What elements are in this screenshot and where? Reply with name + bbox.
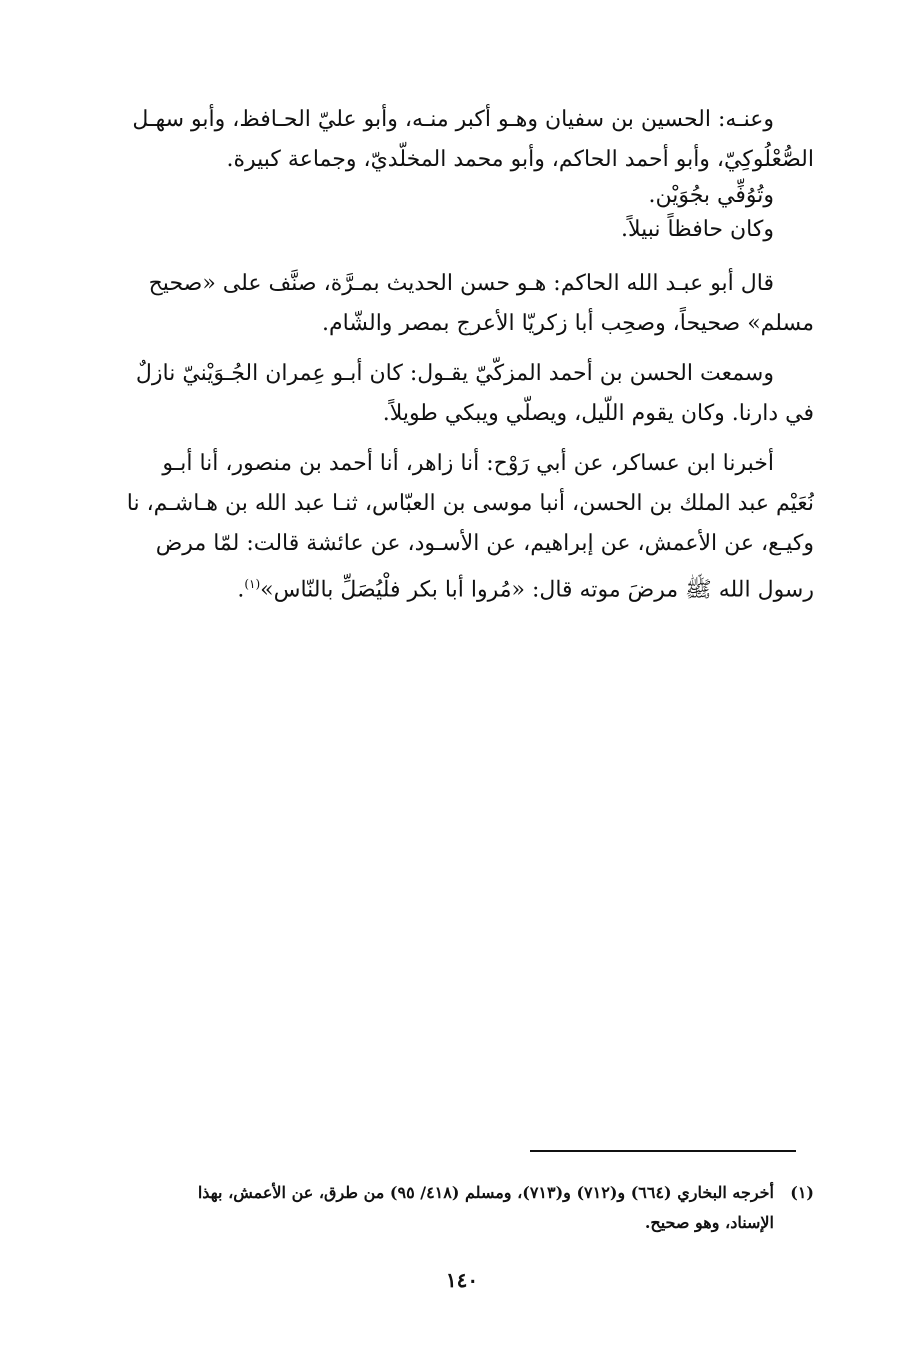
footnote-text-continuation: الإسناد، وهو صحيح. <box>644 1213 774 1232</box>
paragraph-hakim <box>98 264 814 344</box>
text-line: وتُوُفِّي بجُوَيْن. <box>648 183 774 208</box>
text-line: مسلم» صحيحاً، وصحِب أبا زكريّا الأعرج بمصر والشّام. <box>322 311 814 336</box>
footnote-line <box>98 1178 814 1208</box>
paragraph-students <box>98 100 814 180</box>
paragraph-praise <box>98 210 814 250</box>
text-line: وعنـه: الحسين بن سفيان وهـو أكبر منـه، وأبو عليّ الحـافظ، وأبو سهـل <box>132 107 774 132</box>
text-line: رسول الله ﷺ مرضَ موته قال: «مُروا أبا بكر فلْيُصَلِّ بالنّاس»$^{(١)}$. <box>237 577 814 603</box>
footnote-reference: (١) <box>244 577 261 591</box>
footnote <box>98 1178 814 1238</box>
main-text <box>98 100 814 610</box>
text-line: قال أبو عبـد الله الحاكم: هـو حسن الحديث بمـرَّة، صنَّف على «صحيح <box>148 271 774 296</box>
text-line: وسمعت الحسن بن أحمد المزكّيّ يقـول: كان أبـو عِمران الجُـوَيْنيّ نازلٌ <box>135 361 774 386</box>
page-number: ١٤٠ <box>445 1268 479 1292</box>
text-line: في دارنا. وكان يقوم اللّيل، ويصلّي ويبكي طويلاً. <box>382 401 814 426</box>
text-line: أخبرنا ابن عساكر، عن أبي رَوْح: أنا زاهر، أنا أحمد بن منصور، أنا أبـو <box>162 451 774 476</box>
text-line: نُعَيْم عبد الملك بن الحسن، أنبا موسى بن العبّاس، ثنـا عبد الله بن هـاشـم، نا <box>126 491 814 516</box>
footnote-text: أخرجه البخاري (٦٦٤) و(٧١٢) و(٧١٣)، ومسلم (٤١٨/ ٩٥) من طرق، عن الأعمش، بهذا <box>197 1183 774 1202</box>
text-line: وكان حافظاً نبيلاً. <box>620 217 774 242</box>
footnote-number: (١) <box>790 1183 814 1202</box>
paragraph-muzakki <box>98 354 814 434</box>
text-line-content: رسول الله ﷺ مرضَ موته قال: «مُروا أبا بكر فلْيُصَلِّ بالنّاس» <box>260 577 814 603</box>
footnote-divider <box>530 1150 796 1152</box>
text-line: وكيـع، عن الأعمش، عن إبراهيم، عن الأسـود، عن عائشة قالت: لمّا مرض <box>155 531 814 556</box>
text-line: الصُّعْلُوكِيّ، وأبو أحمد الحاكم، وأبو محمد المخلّديّ، وجماعة كبيرة. <box>226 147 814 172</box>
paragraph-hadith <box>98 444 814 610</box>
